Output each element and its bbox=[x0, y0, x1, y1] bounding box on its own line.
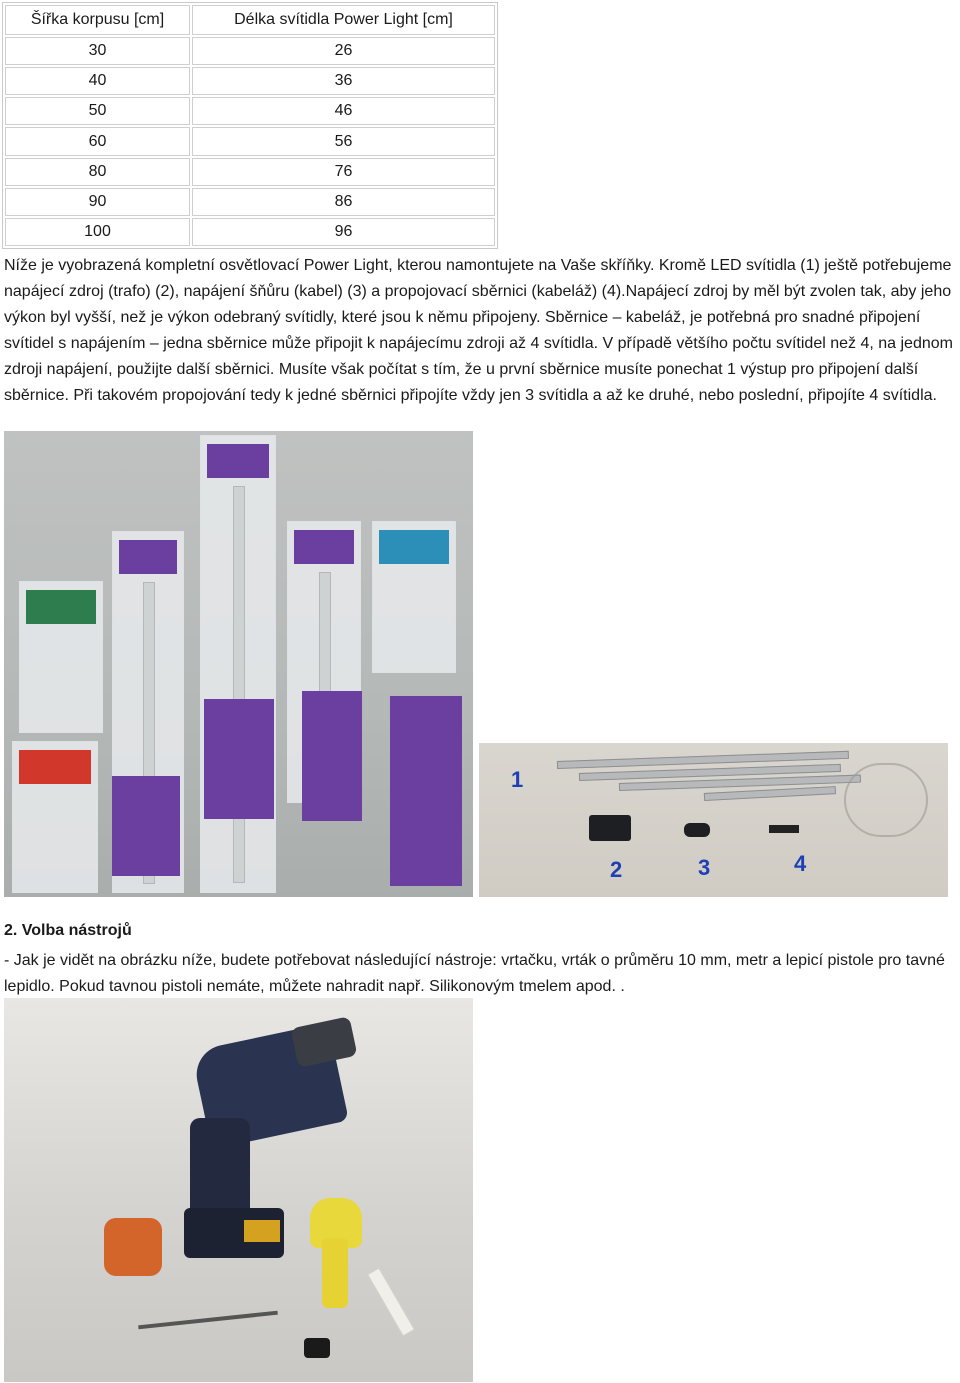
table-row bbox=[5, 67, 495, 95]
power-light-parts-photo bbox=[479, 743, 948, 897]
table-cell: 56 bbox=[192, 127, 495, 155]
package-label bbox=[119, 540, 177, 574]
glue-gun-handle bbox=[322, 1238, 348, 1308]
drill-bit bbox=[138, 1311, 278, 1330]
table-header-row bbox=[5, 5, 495, 35]
measuring-tape bbox=[104, 1218, 162, 1276]
package bbox=[12, 741, 98, 893]
table-row bbox=[5, 218, 495, 246]
package-label bbox=[379, 530, 449, 564]
package-label bbox=[26, 590, 96, 624]
package-card bbox=[302, 691, 362, 821]
table-cell: 76 bbox=[192, 158, 495, 186]
table-cell: 96 bbox=[192, 218, 495, 246]
table-row bbox=[5, 37, 495, 65]
table-cell: 26 bbox=[192, 37, 495, 65]
intro-paragraph: Níže je vyobrazená kompletní osvětlovací Power Light, kterou namontujete na Vaše skříňky. Kromě LED svítidla (1) ještě potřebujeme napájecí zdroj (trafo) (2), napájení šňůru (kabel) (3) a propojovací sběrnici (kabeláž) (4).Napájecí zdroj by měl být zvolen tak, aby jeho výkon byl vyšší, než je výkon odebraný svítidly, které jsou k němu připojeny. Sběrnice – kabeláž, je potřebná pro snadné připojení svítidel s napájením – jedna sběrnice může připojit k napájecímu zdroji až 4 svítidla. V případě většího počtu svítidel než 4, na jednom zdroji napájení, použijte další sběrnici. Musíte však počítat s tím, že u první sběrnice musíte ponechat 1 výstup pro připojení další sběrnice. Při takovém propojování tedy k jedné sběrnici připojíte vždy jen 3 svítidla a až ke druhé, nebo poslední, připojíte 4 svítidla. bbox=[4, 257, 953, 404]
drill-chuck bbox=[290, 1016, 357, 1068]
table-cell: 60 bbox=[5, 127, 190, 155]
package-card bbox=[112, 776, 180, 876]
light-bar bbox=[233, 486, 245, 883]
table-row bbox=[5, 127, 495, 155]
glue-stick bbox=[367, 1267, 415, 1336]
table-cell: 40 bbox=[5, 67, 190, 95]
table-cell: 90 bbox=[5, 188, 190, 216]
table-cell: 30 bbox=[5, 37, 190, 65]
package-card bbox=[390, 696, 462, 886]
package-label bbox=[207, 444, 269, 478]
cable-coil bbox=[844, 763, 928, 837]
table-cell: 36 bbox=[192, 67, 495, 95]
label-3: 3 bbox=[698, 855, 711, 880]
section-heading: 2. Volba nástrojů bbox=[4, 922, 132, 939]
table-cell: 100 bbox=[5, 218, 190, 246]
label-2: 2 bbox=[610, 857, 623, 882]
package-label bbox=[294, 530, 354, 564]
table-row bbox=[5, 97, 495, 125]
product-packages-photo bbox=[4, 431, 473, 897]
column-header: Délka svítidla Power Light [cm] bbox=[192, 5, 495, 35]
light-strip bbox=[704, 786, 836, 801]
package-label bbox=[19, 750, 91, 784]
table-cell: 46 bbox=[192, 97, 495, 125]
size-table bbox=[2, 2, 498, 249]
table-cell: 86 bbox=[192, 188, 495, 216]
table-cell: 50 bbox=[5, 97, 190, 125]
power-plug bbox=[304, 1338, 330, 1358]
label-4: 4 bbox=[794, 851, 807, 876]
package-card bbox=[204, 699, 274, 819]
column-header: Šířka korpusu [cm] bbox=[5, 5, 190, 35]
package bbox=[200, 435, 276, 893]
package bbox=[372, 521, 456, 673]
tools-paragraph: - Jak je vidět na obrázku níže, budete potřebovat následující nástroje: vrtačku, vrták o průměru 10 mm, metr a lepicí pistole pro tavné lepidlo. Pokud tavnou pistoli nemáte, můžete nahradit např. Silikonovým tmelem apod. . bbox=[4, 952, 945, 995]
bus-connector bbox=[769, 825, 799, 833]
tools-photo bbox=[4, 998, 473, 1382]
battery-label bbox=[244, 1220, 280, 1242]
table-row bbox=[5, 188, 495, 216]
power-cord bbox=[684, 823, 710, 837]
table-cell: 80 bbox=[5, 158, 190, 186]
power-adapter bbox=[589, 815, 631, 841]
package bbox=[19, 581, 103, 733]
table-row bbox=[5, 158, 495, 186]
label-1: 1 bbox=[511, 767, 524, 792]
